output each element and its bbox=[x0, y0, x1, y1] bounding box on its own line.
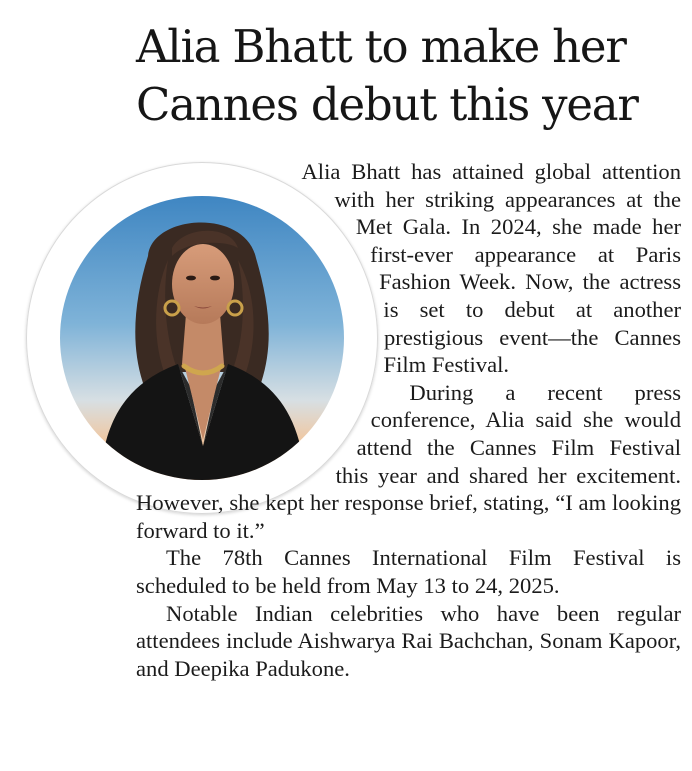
article-body bbox=[136, 158, 681, 682]
paragraph-3: The 78th Cannes International Film Festival is scheduled to be held from May 13 to 24, 2025. bbox=[136, 545, 681, 598]
paragraph-4: Notable Indian celebrities who have been regular attendees include Aishwarya Rai Bachchan, Sonam Kapoor, and Deepika Padukone. bbox=[136, 600, 681, 681]
headline: Alia Bhatt to make her Cannes debut this year bbox=[136, 20, 638, 131]
paragraph-1: Alia Bhatt has attained global attention with her striking appearances at the Met Gala. In 2024, she made her first-ever appearance at Paris Fashion Week. Now, the actress is set to debut at another prestigious event—the Cannes Film Festival. bbox=[301, 159, 681, 378]
paragraph-2: During a recent press conference, Alia said she would attend the Cannes Film Festival this year and shared her excitement. However, she kept her response brief, stating, “I am looking forward to it.” bbox=[136, 379, 681, 543]
